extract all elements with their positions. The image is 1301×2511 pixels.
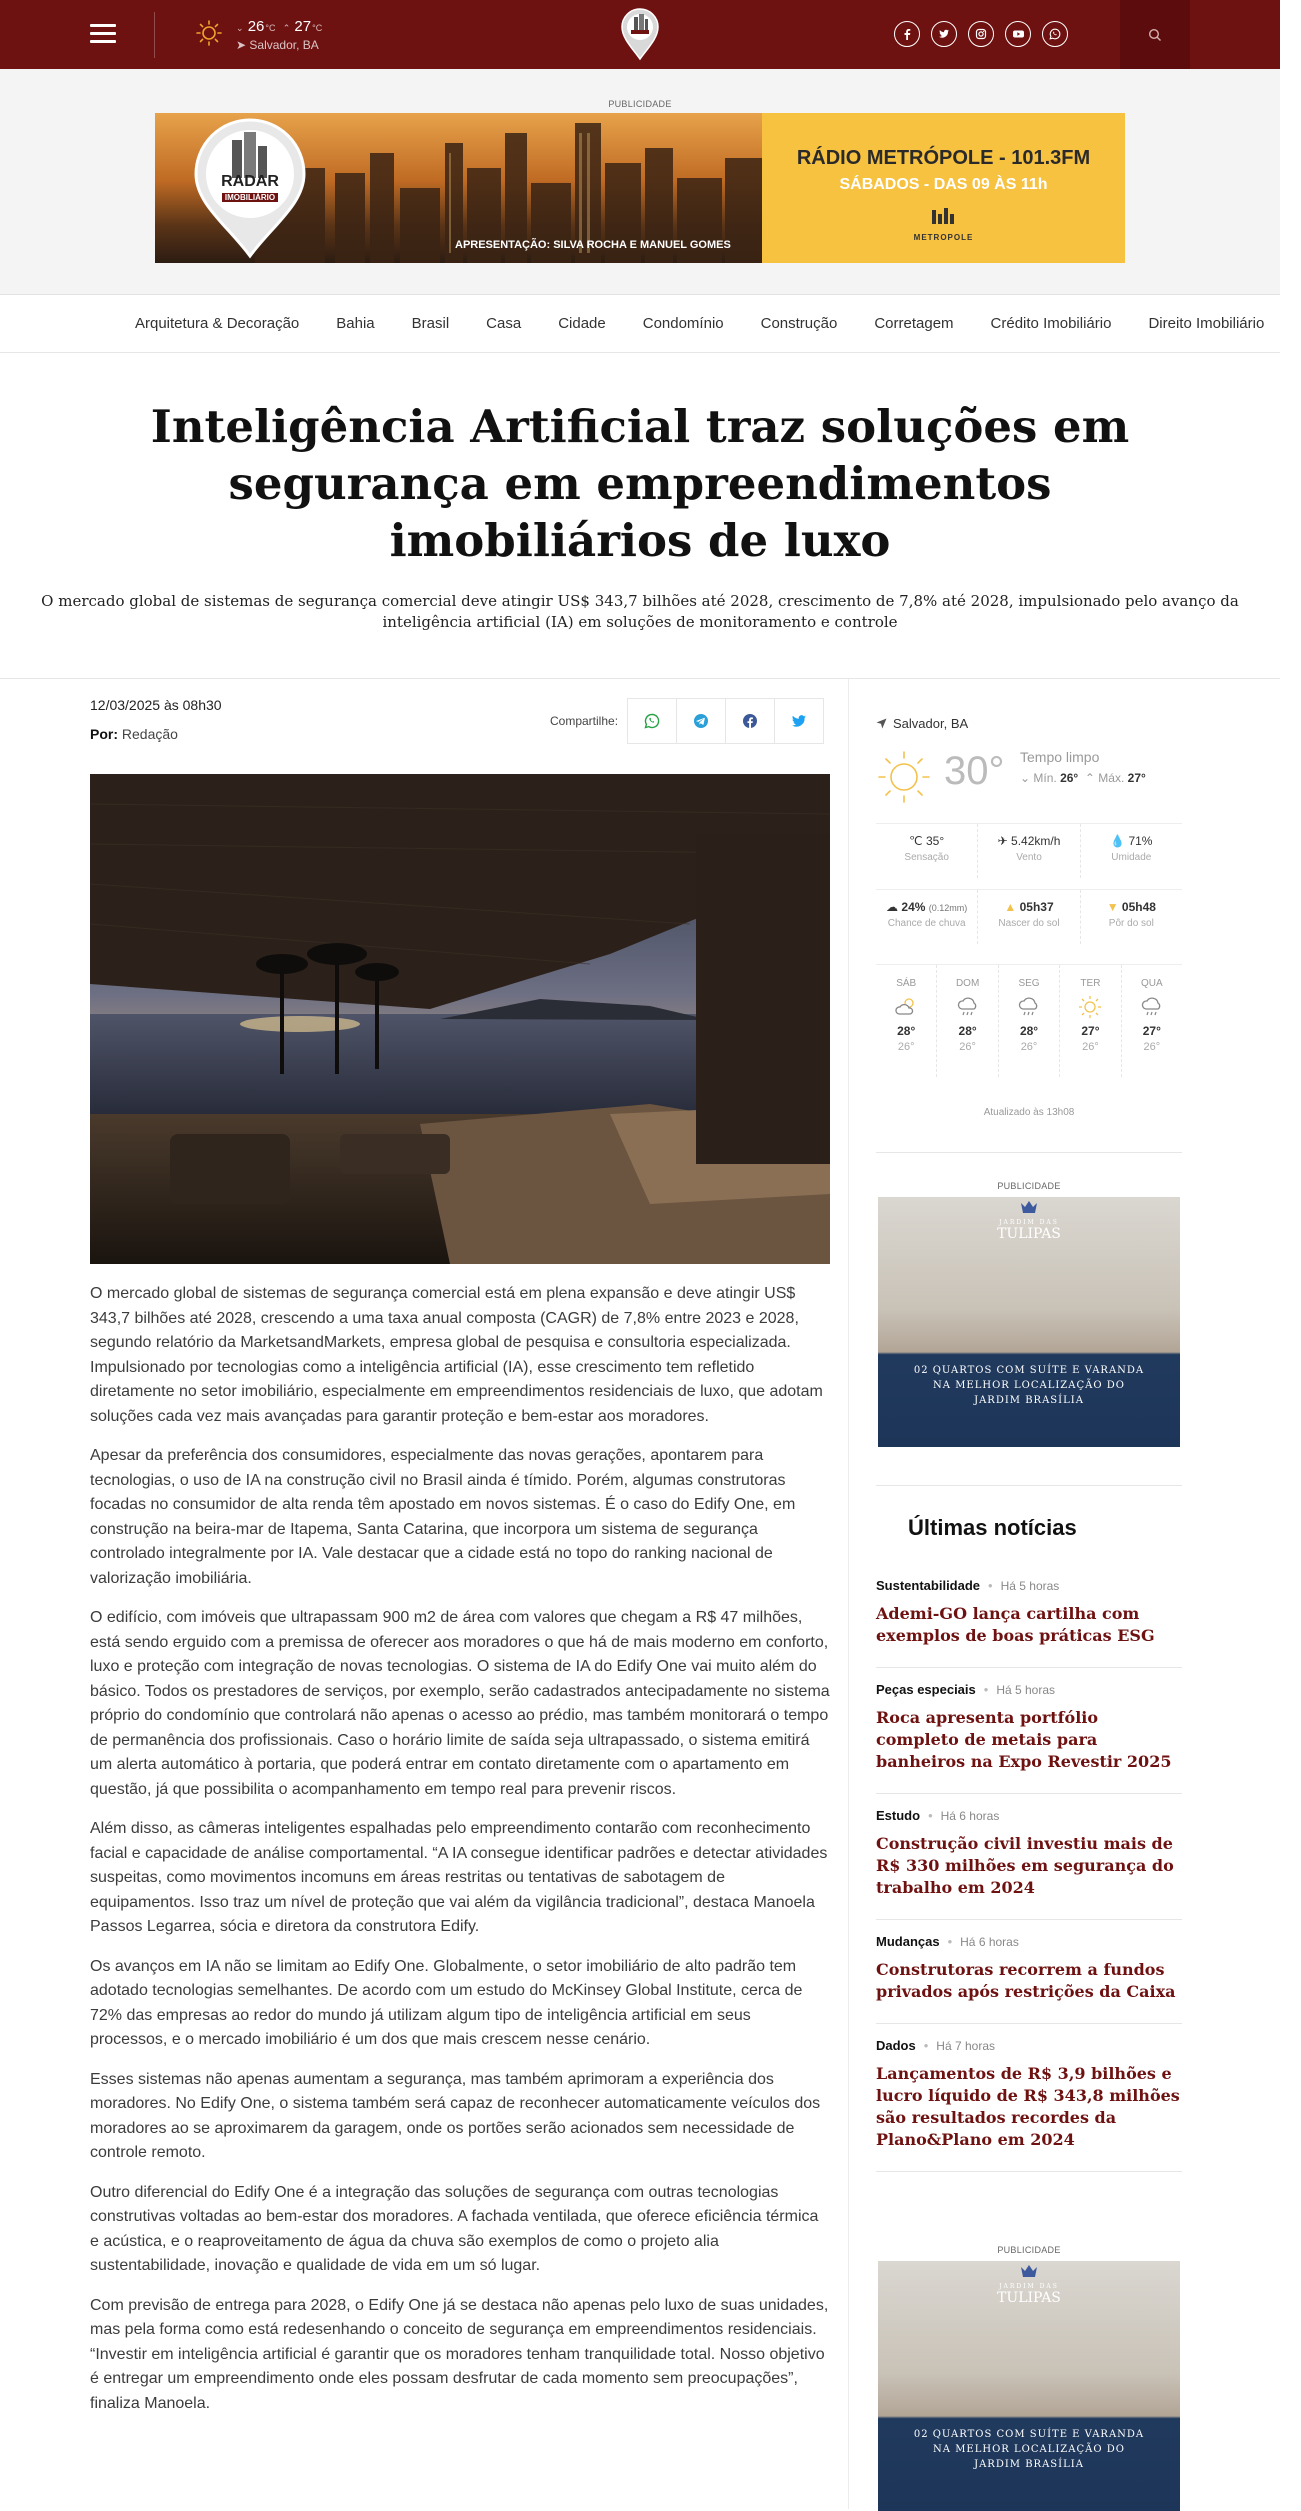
category-link[interactable]: Brasil bbox=[411, 315, 450, 332]
youtube-icon[interactable] bbox=[1005, 21, 1031, 47]
article-paragraph: Os avanços em IA não se limitam ao Edify One. Globalmente, o setor imobiliário de alto padrão tem adotado tecnologias semelhantes. De acordo com um estudo do McKinsey Global Institute, cerca de 72% das empresas ao redor do mundo já utilizam algum tipo de inteligência artificial em seus processos, e o mercado imobiliário é um dos que mais crescem nesse cenário. bbox=[90, 1957, 803, 2048]
ad-label: PUBLICIDADE bbox=[608, 99, 672, 109]
news-title-link[interactable]: Roca apresenta portfólio completo de metais para banheiros na Expo Revestir 2025 bbox=[876, 1708, 1172, 1771]
forecast-day bbox=[876, 965, 936, 1077]
separator-dot: • bbox=[983, 1682, 989, 1697]
weather-wind: ✈ 5.42km/h Vento bbox=[977, 824, 1079, 878]
forecast-max: 28° bbox=[958, 1024, 977, 1038]
weather-feels-like: ℃ 35° Sensação bbox=[904, 834, 949, 863]
divider bbox=[876, 1152, 1182, 1153]
divider bbox=[154, 12, 155, 58]
separator-dot: • bbox=[928, 1808, 933, 1823]
separator-dot: • bbox=[988, 1578, 993, 1593]
share-bar bbox=[550, 698, 824, 744]
top-ad-zone bbox=[0, 69, 1280, 295]
news-title-link[interactable]: Ademi-GO lança cartilha com exemplos de boas práticas ESG bbox=[876, 1604, 1155, 1645]
hero-illustration bbox=[90, 774, 830, 1264]
forecast-min: 26° bbox=[1143, 1041, 1161, 1053]
weather-sunset: ▼ 05h48 Pôr do sol bbox=[1080, 890, 1182, 944]
article-paragraph: O mercado global de sistemas de segurança comercial está em plena expansão e deve atingir US$ 343,7 bilhões até 2028, crescendo a uma taxa anual composta (CAGR) de 7,8% entre 2023 e 2028, segundo relatório da MarketsandMarkets, empresa global de pesquisa e consultoria especializada. Impulsionado por tecnologias como a inteligência artificial (IA), esse crescimento tem refletido diretamente no setor imobiliário, especialmente em empreendimentos residenciais de luxo, que adotam soluções cada vez mais avançadas para garantir proteção e bem-estar aos moradores. bbox=[90, 1285, 823, 1425]
news-meta bbox=[876, 1682, 1182, 1697]
ad-radio-schedule: SÁBADOS - DAS 09 ÀS 11h bbox=[839, 176, 1048, 193]
news-meta bbox=[876, 1934, 1182, 1949]
weather-rain-chance: ☁ 24% (0.12mm) Chance de chuva bbox=[886, 900, 968, 929]
news-time: Há 6 horas bbox=[940, 1809, 1000, 1823]
article-author: Por: Redação bbox=[90, 726, 178, 742]
sun-icon bbox=[196, 20, 222, 46]
article-subtitle: O mercado global de sistemas de segurança comercial deve atingir US$ 343,7 bilhões até 2028, crescimento de 7,8% até 2028, impulsionado pelo avanço da inteligência artificial (IA) em soluções de monitoramento e controle bbox=[41, 592, 1239, 631]
ad-label: PUBLICIDADE bbox=[997, 2245, 1061, 2255]
header-temp-min: 26 bbox=[247, 18, 265, 35]
news-title-link[interactable]: Lançamentos de R$ 3,9 bilhões e lucro líquido de R$ 343,8 milhões são resultados recordes da Plano&Plano em 2024 bbox=[876, 2064, 1180, 2149]
divider bbox=[876, 1485, 1182, 1486]
telegram-icon bbox=[693, 713, 709, 729]
forecast-day-name: DOM bbox=[955, 978, 980, 989]
article-paragraph: Outro diferencial do Edify One é a integração das soluções de segurança com outras tecnologias construtivas voltadas ao bem-estar dos moradores. A fachada ventilada, que oferece eficiência térmica e acústica, e o reaproveitamento de água da chuva são exemplos de como o projeto alia sustentabilidade, inovação e qualidade de vida em um só lugar. bbox=[90, 2183, 819, 2274]
menu-icon[interactable] bbox=[90, 24, 116, 44]
share-label: Compartilhe: bbox=[550, 714, 619, 728]
tulip-logo-icon bbox=[1017, 2263, 1041, 2283]
sun-icon bbox=[1060, 994, 1120, 1020]
forecast-day bbox=[998, 965, 1059, 1077]
search-icon bbox=[1148, 28, 1162, 42]
list-item bbox=[876, 1564, 1182, 1668]
site-logo[interactable] bbox=[620, 8, 660, 60]
category-nav-list bbox=[135, 295, 1265, 353]
weather-stats-2 bbox=[876, 889, 1182, 944]
article-header bbox=[0, 353, 1280, 679]
tulip-logo-icon bbox=[1017, 1199, 1041, 1219]
weather-temp-now: 30° bbox=[944, 749, 1005, 793]
rain-icon bbox=[1122, 994, 1182, 1020]
list-item bbox=[876, 1920, 1182, 2024]
ad-apartment-image bbox=[878, 1197, 1180, 1447]
news-time: Há 7 horas bbox=[936, 2039, 995, 2053]
share-whatsapp-button[interactable] bbox=[627, 698, 677, 744]
sidebar-ad-1[interactable] bbox=[876, 1181, 1182, 1447]
ad-radio-title: RÁDIO METRÓPOLE - 101.3FM bbox=[796, 147, 1091, 169]
weather-city: Salvador, BA bbox=[876, 716, 968, 731]
instagram-icon[interactable] bbox=[968, 21, 994, 47]
top-bar bbox=[0, 0, 1280, 69]
partly-cloudy-icon bbox=[876, 994, 936, 1020]
forecast-day-name: TER bbox=[1080, 978, 1101, 989]
sunrise-icon: ▲ bbox=[1004, 900, 1017, 914]
forecast-day-name: SEG bbox=[1018, 978, 1040, 989]
article-hero-image bbox=[90, 774, 830, 1264]
twitter-icon bbox=[791, 713, 807, 729]
forecast-max: 27° bbox=[1142, 1024, 1161, 1038]
forecast-max: 28° bbox=[1019, 1024, 1039, 1038]
list-item bbox=[876, 1668, 1182, 1794]
forecast-min: 26° bbox=[959, 1041, 976, 1053]
article-paragraph: Esses sistemas não apenas aumentam a segurança, mas também aprimoram a experiência dos moradores. No Edify One, o sistema também será capaz de reconhecer automaticamente veículos dos moradores ao se aproximarem da garagem, onde os portões serão acionados sem necessidade de controle remoto. bbox=[90, 2070, 821, 2161]
list-item bbox=[876, 1794, 1182, 1920]
forecast-day bbox=[1121, 965, 1182, 1077]
ad-radio-panel bbox=[762, 113, 1125, 263]
metropole-logo-icon bbox=[929, 206, 959, 226]
share-telegram-button[interactable] bbox=[676, 698, 726, 744]
weather-forecast bbox=[876, 964, 1182, 1077]
forecast-max: 27° bbox=[1081, 1024, 1100, 1038]
category-link[interactable]: Construção bbox=[760, 315, 838, 332]
weather-updated: Atualizado às 13h08 bbox=[983, 1107, 1075, 1118]
forecast-day-name: SÁB bbox=[896, 978, 917, 989]
news-category[interactable]: Peças especiais bbox=[876, 1682, 976, 1697]
separator-dot: • bbox=[947, 1934, 953, 1949]
news-meta bbox=[876, 2038, 1182, 2053]
weather-current bbox=[876, 749, 1182, 809]
article-date: 12/03/2025 às 08h30 bbox=[90, 697, 222, 713]
weather-min-max: ⌄ Mín. 26° ⌃ Máx. 27° bbox=[1020, 771, 1146, 785]
thermometer-icon: ℃ bbox=[909, 834, 923, 848]
cloud-rain-icon: ☁ bbox=[886, 900, 899, 914]
share-twitter-button[interactable] bbox=[774, 698, 824, 744]
category-link[interactable]: Casa bbox=[486, 315, 522, 332]
news-time: Há 6 horas bbox=[960, 1935, 1019, 1949]
news-category[interactable]: Mudanças bbox=[876, 1934, 940, 1949]
top-ad-banner[interactable] bbox=[155, 113, 1125, 263]
ad-cta: 02 QUARTOS COM SUÍTE E VARANDA NA MELHOR LOCALIZAÇÃO DO JARDIM BRASÍLIA bbox=[913, 2429, 1145, 2470]
category-link[interactable]: Cidade bbox=[558, 315, 606, 332]
wind-icon: ✈ bbox=[997, 834, 1008, 848]
news-category[interactable]: Sustentabilidade bbox=[876, 1578, 981, 1593]
article-title: Inteligência Artificial traz soluções em segurança em empreendimentos imobiliários de luxo bbox=[150, 400, 1130, 567]
header-location: ➤ Salvador, BA bbox=[236, 38, 319, 52]
news-title-link[interactable]: Construção civil investiu mais de R$ 330 milhões em segurança do trabalho em 2024 bbox=[876, 1834, 1174, 1897]
forecast-day bbox=[936, 965, 997, 1077]
article-paragraph: Com previsão de entrega para 2028, o Edify One já se destaca não apenas pelo luxo de suas unidades, mas pela forma como está redesenhando o conceito de segurança em empreendimentos residenciais. “Investir em inteligência artificial é garantir que os moradores tenham tranquilidade total. Nosso objetivo é entregar um empreendimento onde eles possam desfrutar de cada momento sem preocupações”, finaliza Manoela. bbox=[90, 2296, 829, 2412]
news-time: Há 5 horas bbox=[1000, 1579, 1060, 1593]
facebook-icon bbox=[742, 713, 758, 729]
ad-brand-name: RADAR IMOBILIÁRIO bbox=[221, 173, 279, 202]
ad-label: PUBLICIDADE bbox=[997, 1181, 1061, 1191]
ad-radio-logo-text: METROPOLE bbox=[913, 233, 974, 242]
ad-brand: JARDIM DAS TULIPAS bbox=[997, 1219, 1061, 1242]
ad-apartment-image bbox=[878, 2261, 1180, 2511]
forecast-min: 26° bbox=[1082, 1041, 1099, 1053]
article-paragraph: Apesar da preferência dos consumidores, especialmente das novas gerações, apontarem para tecnologias, o uso de IA na construção civil no Brasil ainda é tímido. Porém, algumas construtoras focadas no consumidor de alta renda têm apostado em novos sistemas. É o caso do Edify One, em construção na beira-mar de Itapema, Santa Catarina, que incorpora um sistema de segurança controlado integralmente por IA. Vale destacar que a cidade está no topo do ranking nacional de valorização imobiliária. bbox=[90, 1447, 796, 1587]
ad-brand: JARDIM DAS TULIPAS bbox=[997, 2283, 1061, 2306]
weather-stats bbox=[876, 823, 1182, 878]
article-paragraph: Além disso, as câmeras inteligentes espalhadas pelo empreendimento contarão com reconhecimento facial e capacidade de análise comportamental. “A IA consegue identificar padrões e detectar atividades suspeitas, como movimentos incomuns em áreas restritas ou tentativas de sabotagem de equipamentos. Isso traz um nível de proteção que vai além da vigilância tradicional”, destaca Manoela Passos Legarrea, sócia e diretora da construtora Edify. bbox=[90, 1820, 828, 1935]
article-paragraph: O edifício, com imóveis que ultrapassam 900 m2 de área com valores que chegam a R$ 47 milhões, está sendo erguido com a premissa de oferecer aos moradores o que há de mais moderno em conforto, luxo e proteção com integração de novas tecnologias. O sistema de IA do Edify One vai muito além do básico. Todos os prestadores de serviços, por exemplo, serão cadastrados antecipadamente no sistema próprio do condomínio que controlará não apenas o acesso ao prédio, mas também monitorará o tempo de permanência dos profissionais. Caso o horário limite de saída seja ultrapassado, o sistema emitirá um alerta automático à portaria, que poderá entrar em contato diretamente com o apartamento em questão, já que possibilita o acompanhamento em tempo real para prevenir riscos. bbox=[90, 1609, 830, 1798]
header-temps: ⌄ 26°C ⌃ 27°C bbox=[236, 18, 323, 35]
sidebar-ad-2[interactable] bbox=[876, 2245, 1182, 2511]
article-body bbox=[90, 1282, 830, 2431]
social-links bbox=[894, 21, 1068, 47]
forecast-min: 26° bbox=[897, 1041, 915, 1053]
forecast-day bbox=[1059, 965, 1120, 1077]
category-link[interactable]: Corretagem bbox=[874, 315, 954, 332]
weather-condition: Tempo limpo bbox=[1020, 749, 1100, 765]
forecast-day-name: QUA bbox=[1140, 978, 1163, 989]
news-category[interactable]: Dados bbox=[876, 2038, 916, 2053]
sun-icon bbox=[876, 749, 932, 805]
category-link[interactable]: Condomínio bbox=[642, 315, 724, 332]
rain-icon bbox=[999, 994, 1059, 1020]
whatsapp-icon bbox=[644, 713, 660, 729]
weather-humidity: 💧 71% Umidade bbox=[1080, 824, 1182, 878]
facebook-icon[interactable] bbox=[894, 21, 920, 47]
droplet-icon: 💧 bbox=[1110, 834, 1126, 848]
category-nav bbox=[0, 295, 1280, 353]
forecast-min: 26° bbox=[1020, 1041, 1038, 1053]
ad-presenters: APRESENTAÇÃO: SILVA ROCHA E MANUEL GOMES bbox=[455, 239, 731, 251]
share-facebook-button[interactable] bbox=[725, 698, 775, 744]
list-item bbox=[876, 2024, 1182, 2172]
category-link[interactable]: Bahia bbox=[336, 315, 375, 332]
news-category[interactable]: Estudo bbox=[876, 1808, 921, 1823]
category-link[interactable]: Arquitetura & Decoração bbox=[135, 315, 300, 332]
rain-icon bbox=[937, 994, 997, 1020]
whatsapp-icon[interactable] bbox=[1042, 21, 1068, 47]
category-link[interactable]: Direito Imobiliário bbox=[1148, 315, 1265, 332]
latest-news-list bbox=[876, 1564, 1182, 2172]
sunset-icon: ▼ bbox=[1106, 900, 1119, 914]
separator-dot: • bbox=[923, 2038, 929, 2053]
ad-city-image bbox=[155, 113, 762, 263]
twitter-icon[interactable] bbox=[931, 21, 957, 47]
news-time: Há 5 horas bbox=[996, 1683, 1056, 1697]
news-meta bbox=[876, 1808, 1182, 1823]
latest-news-title: Últimas notícias bbox=[908, 1515, 1077, 1540]
search-button[interactable] bbox=[1120, 0, 1190, 69]
category-link[interactable]: Crédito Imobiliário bbox=[990, 315, 1112, 332]
news-meta bbox=[876, 1578, 1182, 1593]
ad-cta: 02 QUARTOS COM SUÍTE E VARANDA NA MELHOR LOCALIZAÇÃO DO JARDIM BRASÍLIA bbox=[913, 1365, 1145, 1406]
news-title-link[interactable]: Construtoras recorrem a fundos privados após restrições da Caixa bbox=[876, 1960, 1176, 2001]
column-divider bbox=[848, 679, 849, 2509]
header-temp-max: 27 bbox=[294, 18, 312, 35]
location-arrow-icon bbox=[876, 718, 887, 729]
weather-sunrise: ▲ 05h37 Nascer do sol bbox=[977, 890, 1079, 944]
forecast-max: 28° bbox=[897, 1024, 916, 1038]
